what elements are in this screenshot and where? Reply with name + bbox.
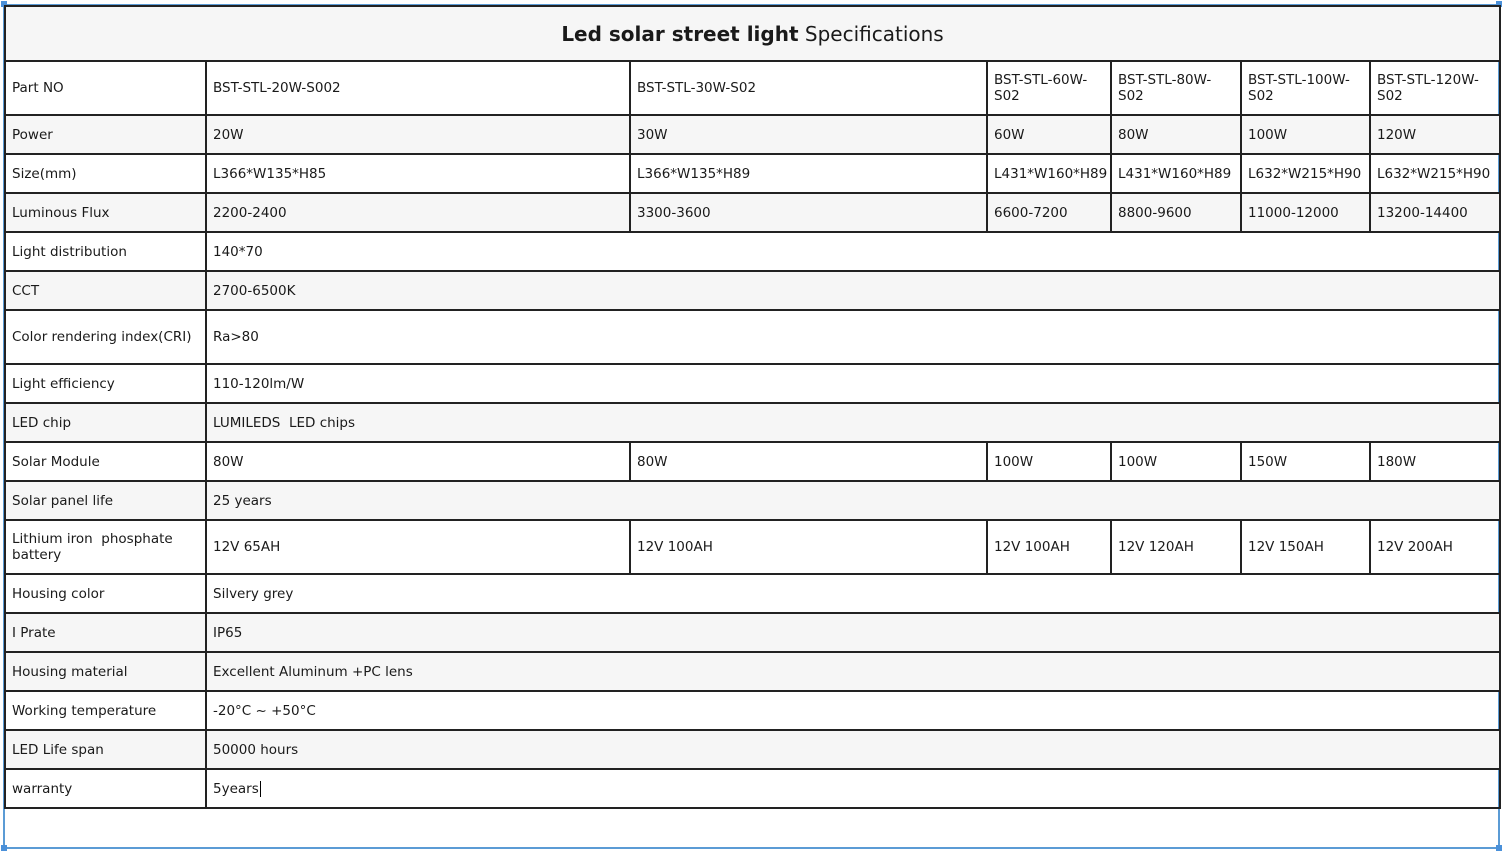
row-label-light-distribution[interactable]: Light distribution — [5, 232, 206, 271]
table-cell[interactable]: 13200-14400 — [1370, 193, 1500, 232]
warranty-cell[interactable] — [206, 769, 1500, 808]
row-label-solar-module[interactable]: Solar Module — [5, 442, 206, 481]
table-cell[interactable]: BST-STL-60W-S02 — [987, 61, 1111, 115]
table-cell[interactable]: BST-STL-120W-S02 — [1370, 61, 1500, 115]
table-cell[interactable]: 100W — [1241, 115, 1370, 154]
table-cell[interactable]: 50000 hours — [206, 730, 1500, 769]
specifications-table — [4, 5, 1501, 809]
table-cell[interactable]: Excellent Aluminum +PC lens — [206, 652, 1500, 691]
table-cell[interactable]: L366*W135*H89 — [630, 154, 987, 193]
table-cell[interactable]: 12V 200AH — [1370, 520, 1500, 574]
table-cell[interactable]: 100W — [987, 442, 1111, 481]
table-cell[interactable]: 60W — [987, 115, 1111, 154]
table-cell[interactable]: 180W — [1370, 442, 1500, 481]
table-cell[interactable]: IP65 — [206, 613, 1500, 652]
row-label-warranty[interactable]: warranty — [5, 769, 206, 808]
row-label-working-temperature[interactable]: Working temperature — [5, 691, 206, 730]
resize-handle-bottom-right[interactable] — [1496, 845, 1502, 851]
row-label-cct[interactable]: CCT — [5, 271, 206, 310]
table-cell[interactable]: L632*W215*H90 — [1370, 154, 1500, 193]
table-cell[interactable]: 150W — [1241, 442, 1370, 481]
row-label-part-no[interactable]: Part NO — [5, 61, 206, 115]
table-cell[interactable]: BST-STL-100W-S02 — [1241, 61, 1370, 115]
table-cell[interactable]: 11000-12000 — [1241, 193, 1370, 232]
table-cell[interactable]: 6600-7200 — [987, 193, 1111, 232]
table-cell[interactable]: 80W — [630, 442, 987, 481]
table-cell[interactable]: Silvery grey — [206, 574, 1500, 613]
text-caret — [260, 781, 261, 797]
row-label-housing-material[interactable]: Housing material — [5, 652, 206, 691]
row-label-ip-rate[interactable]: I Prate — [5, 613, 206, 652]
row-label-power[interactable]: Power — [5, 115, 206, 154]
table-cell[interactable]: 8800-9600 — [1111, 193, 1241, 232]
table-cell[interactable]: L431*W160*H89 — [987, 154, 1111, 193]
table-title-rest: Specifications — [804, 21, 944, 46]
table-title[interactable] — [5, 6, 1500, 61]
table-cell[interactable]: 3300-3600 — [630, 193, 987, 232]
table-cell[interactable]: 12V 65AH — [206, 520, 630, 574]
row-label-housing-color[interactable]: Housing color — [5, 574, 206, 613]
table-cell[interactable]: 12V 100AH — [630, 520, 987, 574]
row-label-size[interactable]: Size(mm) — [5, 154, 206, 193]
table-cell[interactable]: Ra>80 — [206, 310, 1500, 364]
table-cell[interactable]: 20W — [206, 115, 630, 154]
table-cell[interactable]: 2200-2400 — [206, 193, 630, 232]
table-cell[interactable]: 120W — [1370, 115, 1500, 154]
row-label-cri[interactable]: Color rendering index(CRI) — [5, 310, 206, 364]
row-label-light-efficiency[interactable]: Light efficiency — [5, 364, 206, 403]
table-cell[interactable]: 12V 100AH — [987, 520, 1111, 574]
row-label-led-life-span[interactable]: LED Life span — [5, 730, 206, 769]
table-cell[interactable]: L431*W160*H89 — [1111, 154, 1241, 193]
table-cell[interactable]: 12V 150AH — [1241, 520, 1370, 574]
table-cell[interactable]: L632*W215*H90 — [1241, 154, 1370, 193]
table-cell[interactable]: 2700-6500K — [206, 271, 1500, 310]
table-cell[interactable]: BST-STL-30W-S02 — [630, 61, 987, 115]
table-cell[interactable]: 110-120lm/W — [206, 364, 1500, 403]
resize-handle-bottom-left[interactable] — [1, 845, 7, 851]
table-cell[interactable]: 12V 120AH — [1111, 520, 1241, 574]
table-cell[interactable]: L366*W135*H85 — [206, 154, 630, 193]
table-cell[interactable]: 80W — [1111, 115, 1241, 154]
table-cell[interactable]: 140*70 — [206, 232, 1500, 271]
table-cell[interactable]: 80W — [206, 442, 630, 481]
table-title-bold: Led solar street light — [561, 21, 799, 46]
table-cell[interactable]: BST-STL-80W-S02 — [1111, 61, 1241, 115]
table-cell[interactable]: 25 years — [206, 481, 1500, 520]
row-label-led-chip[interactable]: LED chip — [5, 403, 206, 442]
row-label-luminous-flux[interactable]: Luminous Flux — [5, 193, 206, 232]
table-cell[interactable]: -20°C ~ +50°C — [206, 691, 1500, 730]
warranty-value: 5years — [213, 780, 259, 797]
table-cell[interactable]: 30W — [630, 115, 987, 154]
row-label-battery[interactable]: Lithium iron phosphate battery — [5, 520, 206, 574]
table-cell[interactable]: LUMILEDS LED chips — [206, 403, 1500, 442]
table-cell[interactable]: 100W — [1111, 442, 1241, 481]
row-label-solar-panel-life[interactable]: Solar panel life — [5, 481, 206, 520]
table-cell[interactable]: BST-STL-20W-S002 — [206, 61, 630, 115]
